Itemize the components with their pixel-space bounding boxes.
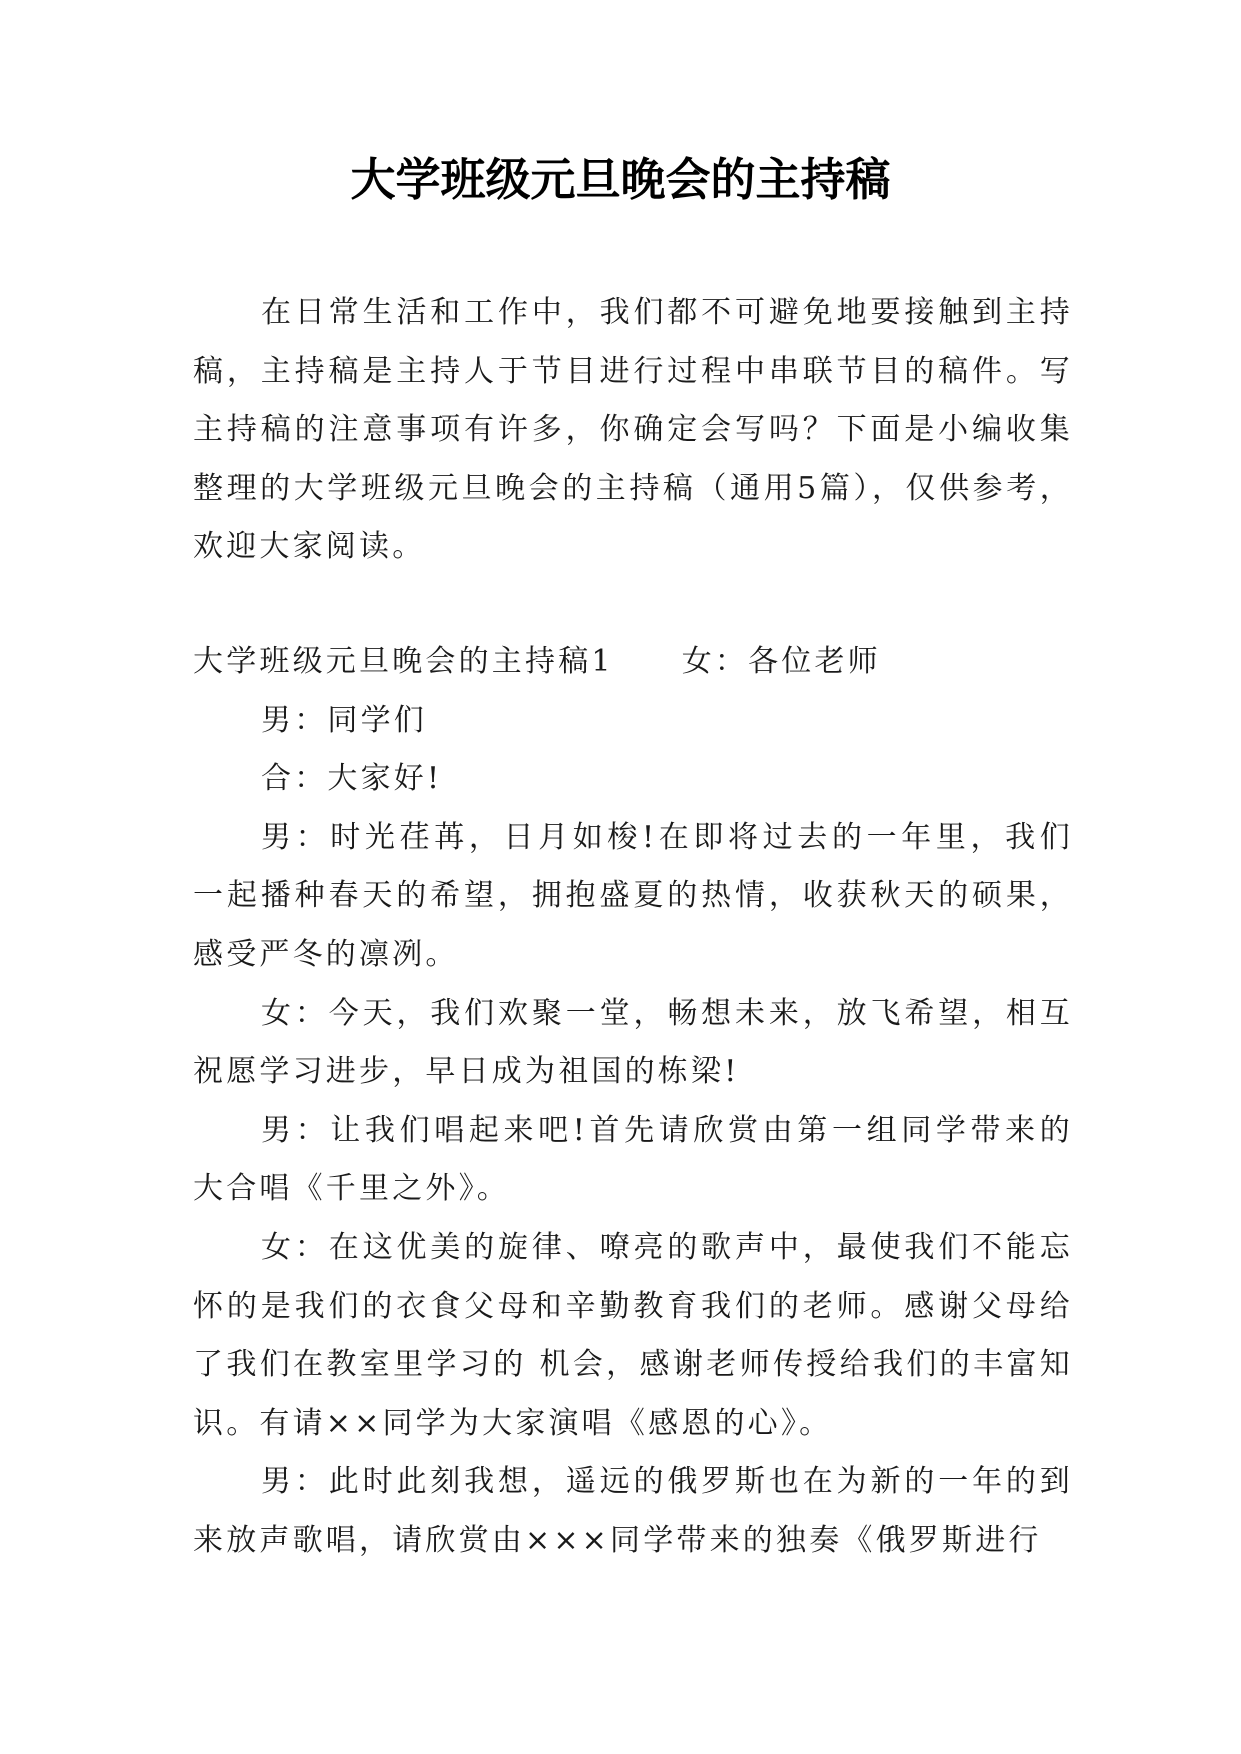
dialogue-line: 男：同学们 <box>261 702 427 738</box>
dialogue-line: 男：此时此刻我想，遥远的俄罗斯也在为新的一年的到来放声歌唱，请欣赏由×××同学带来的独奏《俄罗斯进行 <box>193 1464 1073 1558</box>
dialogue-line: 男：时光荏苒，日月如梭!在即将过去的一年里，我们一起播种春天的希望，拥抱盛夏的热情，收获秋天的硕果，感受严冬的凛冽。 <box>193 819 1073 972</box>
dialogue-line: 女：各位老师 <box>681 643 881 679</box>
section-heading: 大学班级元旦晚会的主持稿1 <box>193 643 614 679</box>
document-title: 大学班级元旦晚会的主持稿 <box>350 153 891 206</box>
intro-paragraph: 在日常生活和工作中，我们都不可避免地要接触到主持稿，主持稿是主持人于节目进行过程中串联节目的稿件。写主持稿的注意事项有许多，你确定会写吗？下面是小编收集整理的大学班级元旦晚会的主持稿（通用5篇），仅供参考，欢迎大家阅读。 <box>193 295 1073 565</box>
dialogue-line: 女：在这优美的旋律、嘹亮的歌声中，最使我们不能忘怀的是我们的衣食父母和辛勤教育我们的老师。感谢父母给了我们在教室里学习的 机会，感谢老师传授给我们的丰富知识。有请××同学为大家演唱《感恩的心》。 <box>193 1229 1073 1441</box>
dialogue-line: 女：今天，我们欢聚一堂，畅想未来，放飞希望，相互祝愿学习进步，早日成为祖国的栋梁! <box>193 995 1073 1090</box>
dialogue-line: 男：让我们唱起来吧!首先请欣赏由第一组同学带来的大合唱《千里之外》。 <box>193 1112 1073 1207</box>
dialogue-line: 合：大家好! <box>261 761 443 797</box>
section-heading-line <box>193 633 1073 692</box>
document-body <box>193 284 1073 1570</box>
